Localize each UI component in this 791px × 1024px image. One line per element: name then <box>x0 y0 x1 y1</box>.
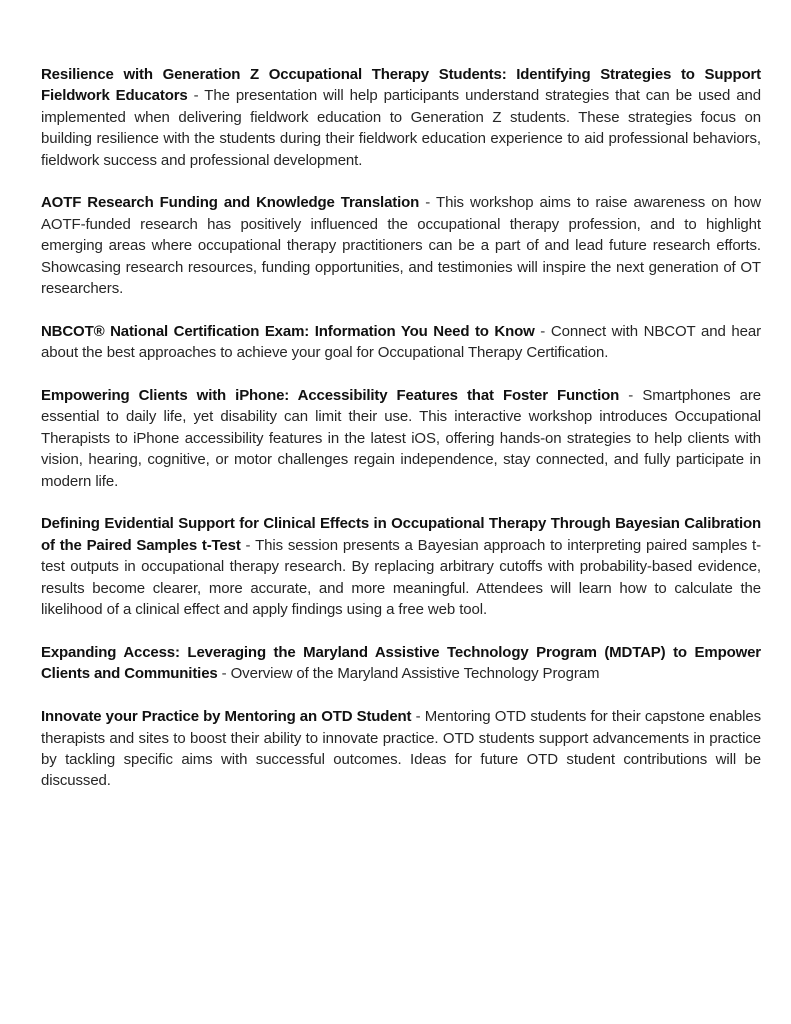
session-entry-otd-mentoring <box>41 706 761 792</box>
session-entry-nbcot-exam <box>41 321 761 364</box>
title-separator: - <box>240 536 256 554</box>
title-separator: - <box>217 665 231 683</box>
session-entry-bayesian-t-test <box>41 513 761 620</box>
session-description: Overview of the Maryland Assistive Technology Program <box>230 665 600 683</box>
session-descriptions <box>41 64 761 813</box>
session-title: Expanding Access: Leveraging the Maryland Assistive Technology Program (MDTAP) to Empower Clients and Communities <box>41 643 761 683</box>
title-separator: - <box>619 387 643 405</box>
session-title: Defining Evidential Support for Clinical Effects in Occupational Therapy Through Bayesian Calibration of the Paired Samples t-Test <box>41 515 761 554</box>
session-entry-aotf-research <box>41 192 761 299</box>
session-description: Connect with NBCOT and hear about the best approaches to achieve your goal for Occupational Therapy Certification. <box>41 322 762 362</box>
session-description: This session presents a Bayesian approach to interpreting paired samples t-test outputs in occupational therapy research. By replacing arbitrary cutoffs with probability-based evidence, results become clearer, more accurate, and more meaningful. Attendees will learn how to calculate the likelihood of a clinical effect and apply findings using a free web tool. <box>41 536 761 619</box>
session-title: AOTF Research Funding and Knowledge Translation <box>41 194 420 212</box>
session-description: The presentation will help participants understand strategies that can be used and implemented when delivering fieldwork education to Generation Z students. These strategies focus on building resilience with the students during their fieldwork education experience to aid professional behaviors, fieldwork success and professional development. <box>41 87 762 169</box>
session-title: Innovate your Practice by Mentoring an OTD Student <box>41 708 412 726</box>
session-title: Empowering Clients with iPhone: Accessibility Features that Foster Function <box>41 387 620 405</box>
session-title: Resilience with Generation Z Occupational Therapy Students: Identifying Strategies to Support Fieldwork Educators <box>41 66 761 105</box>
session-description: Mentoring OTD students for their capstone enables therapists and sites to boost their ability to innovate practice. OTD students support advancements in practice by tackling specific aims with successful outcomes. Ideas for future OTD student contributions will be discussed. <box>41 708 762 790</box>
session-description: This workshop aims to raise awareness on how AOTF-funded research has positively influenced the occupational therapy profession, and to highlight emerging areas where occupational therapy practitioners can be a part of and lead future research efforts. Showcasing research resources, funding opportunities, and testimonies will inspire the next generation of OT researchers. <box>41 194 761 298</box>
session-description: Smartphones are essential to daily life, yet disability can limit their use. This interactive workshop introduces Occupational Therapists to iPhone accessibility features in the latest iOS, offering hands-on strategies to help clients with vision, hearing, cognitive, or motor challenges regain independence, stay connected, and fully participate in modern life. <box>41 387 762 490</box>
title-separator: - <box>411 708 425 726</box>
session-entry-gen-z-resilience <box>41 64 761 171</box>
title-separator: - <box>187 87 205 105</box>
session-entry-mdtap <box>41 642 761 685</box>
title-separator: - <box>534 322 551 340</box>
session-title: NBCOT® National Certification Exam: Information You Need to Know <box>41 322 535 340</box>
title-separator: - <box>419 194 437 212</box>
session-entry-iphone-accessibility <box>41 385 761 492</box>
